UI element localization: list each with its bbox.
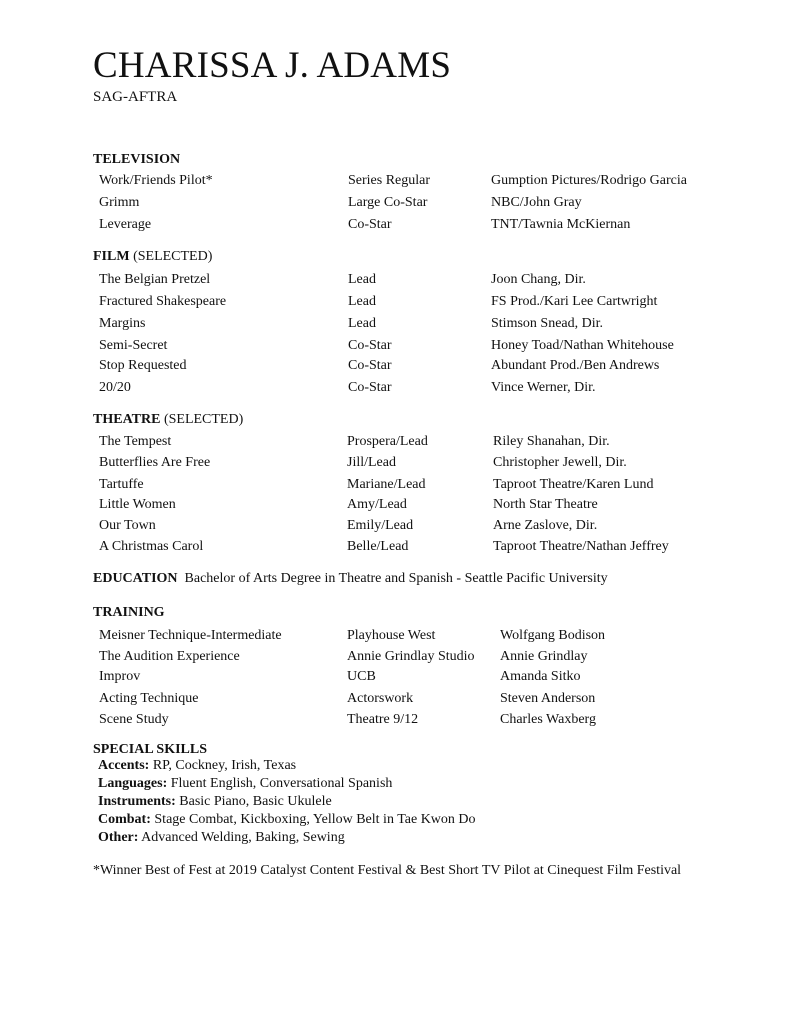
training-school: Theatre 9/12 <box>347 712 419 727</box>
credit-title: The Belgian Pretzel <box>99 272 211 287</box>
credit-company: FS Prod./Kari Lee Cartwright <box>491 294 658 309</box>
skill-line <box>98 775 392 793</box>
credit-company: Gumption Pictures/Rodrigo Garcia <box>491 173 687 188</box>
credit-title: Margins <box>99 316 146 331</box>
credit-title: A Christmas Carol <box>99 539 204 554</box>
credit-company: North Star Theatre <box>493 497 598 512</box>
section-heading-theatre: THEATRE (SELECTED) <box>93 412 244 427</box>
skill-line <box>98 757 296 775</box>
credit-title: 20/20 <box>99 380 131 395</box>
credit-title: Stop Requested <box>99 358 187 373</box>
credit-role: Prospera/Lead <box>347 434 428 449</box>
credit-role: Co-Star <box>348 358 392 373</box>
credit-title: Semi-Secret <box>99 338 168 353</box>
training-class: Meisner Technique-Intermediate <box>99 628 282 643</box>
credit-role: Lead <box>348 272 376 287</box>
credit-title: Fractured Shakespeare <box>99 294 227 309</box>
credit-role: Amy/Lead <box>347 497 407 512</box>
actor-name: CHARISSA J. ADAMS <box>93 45 452 86</box>
skill-label: Accents: <box>98 758 150 773</box>
credit-company: NBC/John Gray <box>491 195 582 210</box>
skill-value: Stage Combat, Kickboxing, Yellow Belt in Tae Kwon Do <box>154 812 476 827</box>
education-line <box>93 570 608 588</box>
section-heading-television: TELEVISION <box>93 152 181 167</box>
section-heading-suffix: (SELECTED) <box>133 249 213 264</box>
skill-value: Fluent English, Conversational Spanish <box>170 776 393 791</box>
skill-value: Basic Piano, Basic Ukulele <box>179 794 332 809</box>
credit-company: Riley Shanahan, Dir. <box>493 434 610 449</box>
training-teacher: Annie Grindlay <box>500 649 588 664</box>
union-affiliation: SAG-AFTRA <box>93 89 178 105</box>
credit-company: Joon Chang, Dir. <box>491 272 586 287</box>
credit-company: Arne Zaslove, Dir. <box>493 518 598 533</box>
credit-title: Leverage <box>99 217 152 232</box>
skill-line <box>98 811 476 829</box>
training-class: Scene Study <box>99 712 169 727</box>
credit-company: Honey Toad/Nathan Whitehouse <box>491 338 674 353</box>
credit-role: Co-Star <box>348 380 392 395</box>
credit-role: Lead <box>348 316 376 331</box>
credit-role: Series Regular <box>348 173 431 188</box>
credit-title: The Tempest <box>99 434 172 449</box>
credit-title: Tartuffe <box>99 477 144 492</box>
credit-company: TNT/Tawnia McKiernan <box>491 217 631 232</box>
credit-company: Vince Werner, Dir. <box>491 380 596 395</box>
section-heading-suffix: (SELECTED) <box>163 412 244 427</box>
credit-company: Taproot Theatre/Karen Lund <box>493 477 654 492</box>
skill-value: RP, Cockney, Irish, Texas <box>152 758 297 773</box>
section-heading-education: EDUCATION <box>93 571 178 586</box>
skill-label: Instruments: <box>98 794 176 809</box>
credit-role: Large Co-Star <box>348 195 428 210</box>
section-heading-film: FILM (SELECTED) <box>93 249 213 264</box>
credit-role: Mariane/Lead <box>347 477 426 492</box>
credit-title: Grimm <box>99 195 140 210</box>
section-heading-training: TRAINING <box>93 605 165 620</box>
training-school: Annie Grindlay Studio <box>347 649 475 664</box>
training-school: Actorswork <box>347 691 414 706</box>
credit-role: Co-Star <box>348 338 392 353</box>
credit-role: Emily/Lead <box>347 518 414 533</box>
training-class: Acting Technique <box>99 691 199 706</box>
credit-role: Jill/Lead <box>347 455 396 470</box>
training-teacher: Wolfgang Bodison <box>500 628 606 643</box>
training-school: Playhouse West <box>347 628 436 643</box>
training-teacher: Charles Waxberg <box>500 712 596 727</box>
credit-title: Little Women <box>99 497 176 512</box>
section-heading-special-skills: SPECIAL SKILLS <box>93 742 207 757</box>
credit-company: Abundant Prod./Ben Andrews <box>491 358 660 373</box>
skill-value: Advanced Welding, Baking, Sewing <box>141 830 345 845</box>
skill-label: Combat: <box>98 812 151 827</box>
credit-title: Work/Friends Pilot* <box>99 173 213 188</box>
credit-company: Christopher Jewell, Dir. <box>493 455 627 470</box>
training-class: The Audition Experience <box>99 649 240 664</box>
skill-label: Languages: <box>98 776 168 791</box>
training-class: Improv <box>99 669 141 684</box>
credit-role: Belle/Lead <box>347 539 409 554</box>
skill-line <box>98 829 345 847</box>
education-text: Bachelor of Arts Degree in Theatre and Spanish - Seattle Pacific University <box>184 571 608 586</box>
credit-title: Butterflies Are Free <box>99 455 211 470</box>
credit-role: Lead <box>348 294 376 309</box>
training-teacher: Amanda Sitko <box>500 669 581 684</box>
training-school: UCB <box>347 669 376 684</box>
footnote: *Winner Best of Fest at 2019 Catalyst Content Festival & Best Short TV Pilot at Cinequest Film Festival <box>93 863 682 878</box>
credit-company: Taproot Theatre/Nathan Jeffrey <box>493 539 669 554</box>
credit-company: Stimson Snead, Dir. <box>491 316 604 331</box>
credit-title: Our Town <box>99 518 156 533</box>
training-teacher: Steven Anderson <box>500 691 596 706</box>
skill-label: Other: <box>98 830 139 845</box>
skill-line <box>98 793 332 811</box>
credit-role: Co-Star <box>348 217 392 232</box>
